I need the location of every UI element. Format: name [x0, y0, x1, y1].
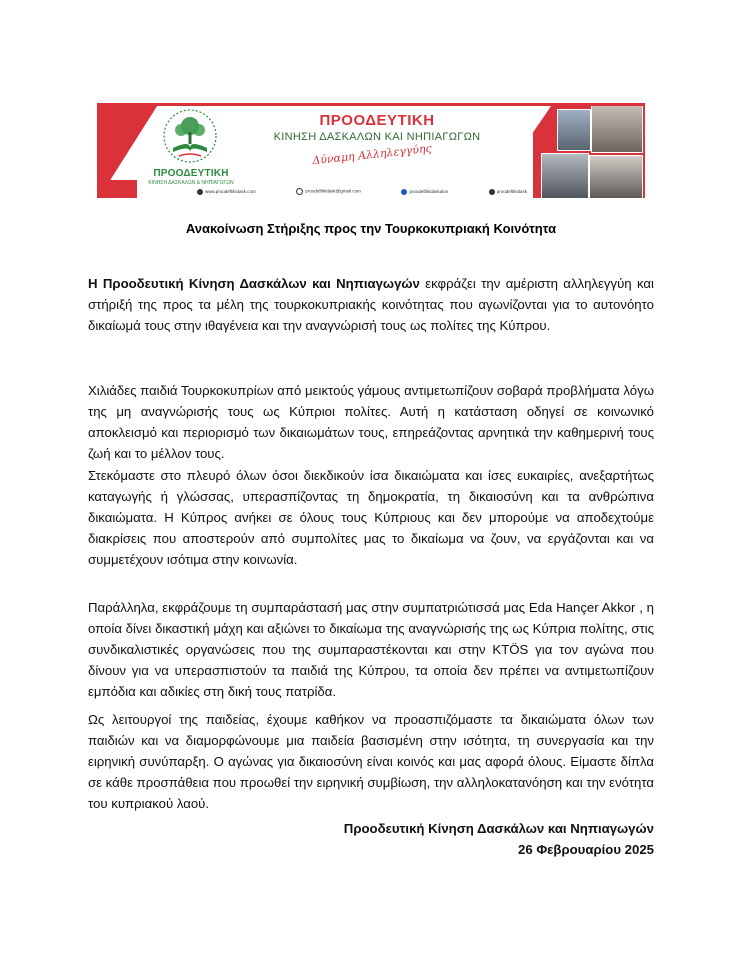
- contact-email[interactable]: [296, 188, 360, 195]
- protest-photo-2: [591, 103, 643, 153]
- protest-photo-3: [541, 153, 589, 198]
- protest-photo-4: [589, 155, 643, 198]
- logo-subtitle: ΚΙΝΗΣΗ ΔΑΣΚΑΛΩΝ & ΝΗΠΙΑΓΩΓΩΝ: [148, 180, 234, 186]
- banner-title: ΠΡΟΟΔΕΥΤΙΚΗ: [319, 112, 435, 129]
- paragraph-5: Ως λειτουργοί της παιδείας, έχουμε καθήκον να προασπιζόμαστε τα δικαιώματα όλων των παιδιών και να διαμορφώνουμε μια παιδεία βασισμένη στην ισότητα, τη συνεργασία και την ειρηνική συνύπαρξη. Ο αγώνας για δικαιοσύνη είναι κοινός και μας αφορά όλους. Είμαστε δίπλα σε κάθε προσπάθεια που προωθεί την ειρηνική συμβίωση, την αλληλοκατανόηση και την ενότητα του κυπριακού λαού.: [88, 712, 654, 811]
- banner-subtitle: ΚΙΝΗΣΗ ΔΑΣΚΑΛΩΝ ΚΑΙ ΝΗΠΙΑΓΩΓΩΝ: [273, 131, 481, 143]
- paragraph-1-text: εκφράζει την αμέριστη αλληλεγγύη και στήριξή της προς τα μέλη της τουρκοκυπριακής κοινότητας που αγωνίζονται για το αυτονόητο δικαίωμά τους στην ιθαγένεια και την αναγνώρισή τους ως πολίτες της Κύπρου.: [88, 276, 654, 333]
- contact-instagram-text: proodeftikidask: [496, 188, 527, 194]
- signature-date: 26 Φεβρουαρίου 2025: [517, 842, 654, 857]
- paragraph-3: Στεκόμαστε στο πλευρό όλων όσοι διεκδικούν ίσα δικαιώματα και ίσες ευκαιρίες, ανεξαρτήτως καταγωγής ή γλώσσας, υπερασπίζοντας τη δημοκρατία, τη δικαιοσύνη και τα ανθρώπινα δικαιώματα. Η Κύπρος ανήκει σε όλους τους Κύπριους και δεν μπορούμε να αποδεχτούμε διακρίσεις που αποστερούν από συμπολίτες μας το δικαίωμα να ζουν, να εργάζονται και να συμμετέχουν ισότιμα στην κοινωνία.: [88, 468, 654, 567]
- banner-red-corner: [97, 180, 137, 198]
- contact-instagram[interactable]: [489, 189, 527, 195]
- contact-website[interactable]: [197, 189, 256, 195]
- signature-block: [344, 818, 654, 860]
- paragraph-4: Παράλληλα, εκφράζουμε τη συμπαράστασή μας στην συμπατριώτισσά μας Eda Hançer Akkor , η οποία δίνει δικαστική μάχη και αξιώνει το δικαίωμα της αναγνώρισής της ως Κύπρια πολίτης, στις συνδικαλιστικές οργανώσεις που της συμπαραστέκονται και στην KTÖS για τον αγώνα που δίνουν για να υπερασπιστούν τα παιδιά της Κύπρου, τα οποία δεν πρέπει να αντιμετωπίζουν εμπόδια και αδικίες στη δική τους πατρίδα.: [88, 600, 654, 699]
- banner-slogan: Δύναμη Αλληλεγγύης: [311, 141, 433, 168]
- logo-name: ΠΡΟΟΔΕΥΤΙΚΗ: [153, 168, 229, 179]
- protest-photo-1: [557, 109, 591, 151]
- announcement-heading: Ανακοίνωση Στήριξης προς την Τουρκοκυπριακή Κοινότητα: [185, 221, 557, 236]
- contact-facebook-text: proodeftikidaskalon: [409, 188, 449, 194]
- header-banner: [97, 103, 645, 198]
- organization-name-bold: Η Προοδευτική Κίνηση Δασκάλων και Νηπιαγωγών: [88, 276, 420, 291]
- signature-organization: Προοδευτική Κίνηση Δασκάλων και Νηπιαγωγών: [343, 821, 654, 836]
- contact-website-text: www.proodeftikidask.com: [205, 188, 256, 194]
- book-tree-logo-icon: [153, 108, 227, 170]
- paragraph-1: [88, 273, 654, 336]
- globe-icon: [197, 189, 203, 195]
- banner-contacts: [197, 188, 527, 195]
- facebook-icon: [401, 189, 407, 195]
- paragraph-2: Χιλιάδες παιδιά Τουρκοκυπρίων από μεικτούς γάμους αντιμετωπίζουν σοβαρά προβλήματα λόγω της μη αναγνώρισής τους ως Κύπριοι πολίτες. Αυτή η κατάσταση οδηγεί σε κοινωνικό αποκλεισμό και περιορισμό των δικαιωμάτων τους, επηρεάζοντας αρνητικά την καθημερινή τους ζωή και το μέλλον τους.: [88, 383, 654, 461]
- at-icon: [296, 188, 303, 195]
- instagram-icon: [489, 189, 495, 195]
- contact-facebook[interactable]: [401, 189, 448, 195]
- contact-email-text: proodeftikidask@gmail.com: [305, 188, 361, 194]
- banner-photo-collage: [533, 103, 645, 198]
